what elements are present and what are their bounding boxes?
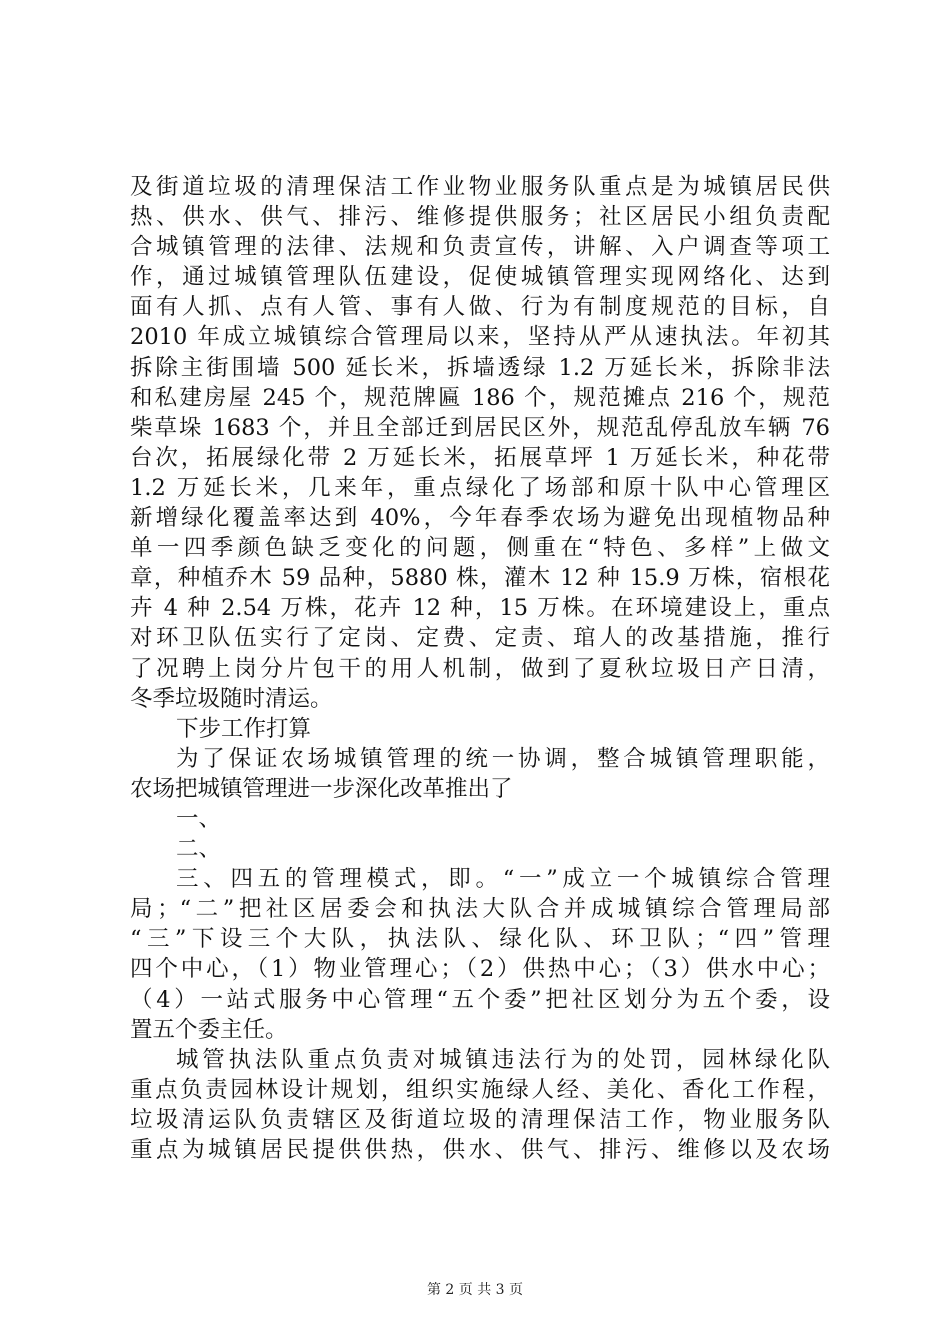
text-line: 为了保证农场城镇管理的统一协调，整合城镇管理职能，: [176, 745, 830, 772]
text-line: 一、: [176, 805, 222, 832]
text-line: 热、供水、供气、排污、维修提供服务；社区居民小组负责配: [130, 204, 830, 231]
text-line: 作，通过城镇管理队伍建设，促使城镇管理实现网络化、达到: [130, 264, 830, 291]
text-line: 下步工作打算: [176, 715, 312, 742]
page-footer: 第 2 页 共 3 页: [426, 1282, 524, 1298]
text-line: 城管执法队重点负责对城镇违法行为的处罚，园林绿化队: [176, 1046, 830, 1073]
text-line: 章，种植乔木 59 品种，5880 株，灌木 12 种 15.9 万株，宿根花: [130, 565, 830, 592]
text-line: 二、: [176, 836, 222, 863]
text-line: 合城镇管理的法律、法规和负责宣传，讲解、入户调查等项工: [130, 234, 830, 261]
text-line: 拆除主街围墙 500 延长米，拆墙透绿 1.2 万延长米，拆除非法: [130, 354, 830, 381]
text-line: （4）一站式服务中心管理“五个委”把社区划分为五个委，设: [130, 986, 830, 1013]
text-line: 单一四季颜色缺乏变化的问题，侧重在“特色、多样”上做文: [130, 535, 830, 562]
text-line: 重点负责园林设计规划，组织实施绿人经、美化、香化工作程，: [130, 1076, 830, 1103]
text-line: 冬季垃圾随时清运。: [130, 685, 333, 712]
text-line: 新增绿化覆盖率达到 40%，今年春季农场为避免出现植物品种: [130, 505, 830, 532]
body-text: [130, 172, 830, 1165]
text-line: 置五个委主任。: [130, 1016, 288, 1043]
text-line: 及街道垃圾的清理保洁工作业物业服务队重点是为城镇居民供: [130, 174, 830, 200]
text-line: 台次，拓展绿化带 2 万延长米，拓展草坪 1 万延长米，种花带: [130, 444, 830, 471]
text-line: 局；“二”把社区居委会和执法大队合并成城镇综合管理局部: [130, 896, 830, 923]
text-line: 对环卫队伍实行了定岗、定费、定责、琯人的改基措施，推行: [130, 625, 830, 652]
text-line: 重点为城镇居民提供供热，供水、供气、排污、维修以及农场: [130, 1137, 830, 1163]
text-line: 垃圾清运队负责辖区及街道垃圾的清理保洁工作，物业服务队: [130, 1106, 830, 1133]
text-line: 面有人抓、点有人管、事有人做、行为有制度规范的目标，自: [130, 294, 830, 321]
text-line: 2010 年成立城镇综合管理局以来，坚持从严从速执法。年初其: [130, 324, 830, 351]
text-line: 1.2 万延长米，几来年，重点绿化了场部和原十队中心管理区: [130, 474, 830, 501]
text-line: 了况聘上岗分片包干的用人机制，做到了夏秋垃圾日产日清，: [130, 655, 830, 682]
text-line: 农场把城镇管理进一步深化改革推出了: [130, 775, 513, 802]
text-line: 和私建房屋 245 个，规范牌匾 186 个，规范摊点 216 个，规范: [130, 384, 830, 411]
text-line: “三”下设三个大队，执法队、绿化队、环卫队；“四”管理: [130, 926, 830, 953]
text-line: 四个中心，（1）物业管理心；（2）供热中心；（3）供水中心；: [130, 956, 830, 983]
text-line: 卉 4 种 2.54 万株，花卉 12 种，15 万株。在环境建设上，重点: [130, 595, 830, 622]
text-line: 三、四五的管理模式，即。“一”成立一个城镇综合管理: [176, 866, 830, 893]
text-line: 柴草垛 1683 个，并且全部迁到居民区外，规范乱停乱放车辆 76: [130, 414, 830, 441]
